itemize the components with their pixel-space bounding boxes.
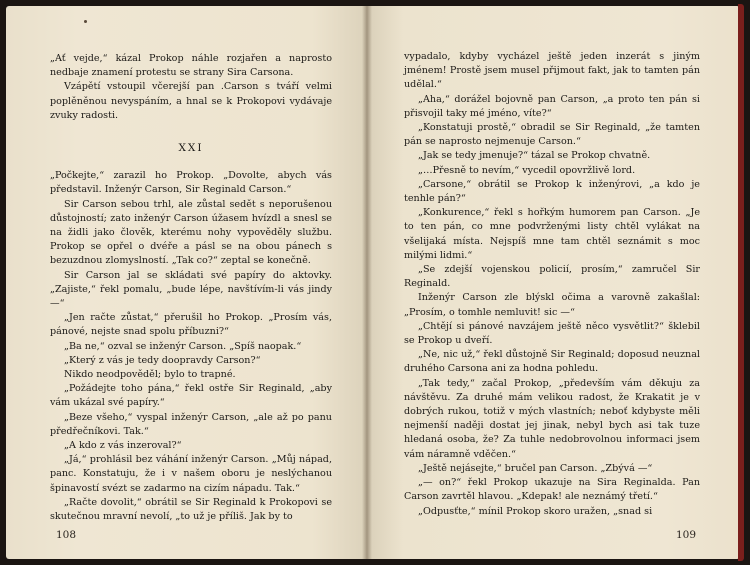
cover-edge <box>738 4 744 561</box>
left-text-column <box>50 52 332 524</box>
paragraph: Sir Carson jal se skládati své papíry do aktovky. „Zajiste,“ řekl pomalu, „bude lépe, navštívím-li vás jindy —“ <box>50 269 332 310</box>
paragraph: „Odpusťte,“ mínil Prokop skoro uražen, „snad si <box>418 505 653 517</box>
paragraph: Nikdo neodpověděl; bylo to trapné. <box>64 369 236 381</box>
paragraph: „Ba ne,“ ozval se inženýr Carson. „Spíš naopak.“ <box>64 340 302 352</box>
paragraph: „…Přesně to nevím,“ vycedil opovržlivě lord. <box>418 164 636 176</box>
paragraph: „Se zdejší vojenskou policií, prosím,“ zamručel Sir Reginald. <box>404 264 700 290</box>
paragraph: „Beze všeho,“ vyspal inženýr Carson, „ale až po panu předřečníkovi. Tak.“ <box>50 411 332 437</box>
paragraph: „Chtějí si pánové navzájem ještě něco vysvětlit?“ šklebil se Prokop u dveří. <box>404 320 700 347</box>
right-page <box>366 6 740 559</box>
book-gutter <box>362 6 372 559</box>
right-text-column <box>404 50 700 519</box>
paragraph: „Konkurence,“ řekl s hořkým humorem pan Carson. „Je to ten pán, co mne podvrženými listy chtěl vylákat na všelijaká místa. Nejspíš mne tam chtěl seznámit s moc milými lidmi.“ <box>404 207 700 261</box>
left-page <box>6 6 366 559</box>
paragraph: „Konstatuji prostě,“ obradil se Sir Reginald, „že tamten pán se naprosto nejmenuje Carson.“ <box>404 122 700 148</box>
paragraph: Sir Carson sebou trhl, ale zůstal sedět s neporušenou důstojností; zato inženýr Carson úžasem hvízdl a snesl se na židli jako člověk, kterému nohy vypověděly službu. Prokop se opřel o dvéře a pásl se na obou pánech s bezuzdnou zlomyslností. „Tak co?“ zeptal se konečně. <box>50 198 332 267</box>
page-number: 108 <box>56 529 77 541</box>
paragraph: „Ať vejde,“ kázal Prokop náhle rozjařen a naprosto nedbaje znamení protestu se strany Sira Carsona. <box>50 53 332 79</box>
page-number: 109 <box>675 529 696 541</box>
paragraph: „Tak tedy,“ začal Prokop, „především vám děkuju za návštěvu. Za druhé mám velikou radost, že Krakatit je v dobrých rukou, totiž v mých vlastních; neboť kdybyste měli nejmenší naději dostat jej jinak, nebyl bych asi tak tuze hledaná osoba, že? Za tuhle nedobrovolnou informaci jsem vám náramně vděčen.“ <box>404 377 700 460</box>
paragraph: „Požádejte toho pána,“ řekl ostře Sir Reginald, „aby vám ukázal své papíry.“ <box>50 383 332 409</box>
paragraph: „Ještě nejásejte,“ bručel pan Carson. „Zbývá —“ <box>418 462 653 474</box>
paragraph: vypadalo, kdyby vycházel ještě jeden inzerát s jiným jménem! Prostě jsem musel přijmout fakt, jak to tamten pán udělal.“ <box>404 51 700 91</box>
paragraph: „— on?“ řekl Prokop ukazuje na Sira Reginalda. Pan Carson zavrtěl hlavou. „Kdepak! ale neznámý třetí.“ <box>404 477 700 503</box>
paragraph: Inženýr Carson zle blýskl očima a varovně zakašlal: „Prosím, o tomhle nemluvit! sic —“ <box>404 292 700 318</box>
paragraph: „Aha,“ dorážel bojovně pan Carson, „a proto ten pán si přisvojil taky mé jméno, víte?“ <box>404 93 700 119</box>
paragraph: „A kdo z vás inzeroval?“ <box>64 440 182 452</box>
paragraph: „Počkejte,“ zarazil ho Prokop. „Dovolte, abych vás představil. Inženýr Carson, Sir Reginald Carson.“ <box>50 170 332 196</box>
paragraph: „Jak se tedy jmenuje?“ tázal se Prokop chvatně. <box>418 150 651 162</box>
paragraph: „Jen račte zůstat,“ přerušil ho Prokop. „Prosím vás, pánové, nejste snad spolu příbuzni?“ <box>50 312 332 338</box>
paragraph: „Který z vás je tedy doopravdy Carson?“ <box>64 354 261 366</box>
paragraph: „Račte dovolit,“ obrátil se Sir Reginald k Prokopovi se skutečnou mravní nevolí, „to už je příliš. Jak by to <box>50 496 332 523</box>
paragraph: „Já,“ prohlásil bez váhání inženýr Carson. „Můj nápad, panc. Konstatuju, že i v našem oboru je neslýchanou špinavostí svézt se zadarmo na cizím nápadu. Tak.“ <box>50 454 332 494</box>
chapter-heading: XXI <box>178 142 204 155</box>
page-speck <box>84 20 87 23</box>
paragraph: Vzápětí vstoupil včerejší pan .Carson s tváří velmi poplěněnou nevyspáním, a hnal se k Prokopovi vydávaje zvuky radosti. <box>50 81 332 121</box>
paragraph: „Ne, nic už,“ řekl důstojně Sir Reginald; doposud neuznal druhého Carsona ani za hodna pohledu. <box>404 349 700 375</box>
paragraph: „Carsone,“ obrátil se Prokop k inženýrovi, „a kdo je tenhle pán?“ <box>404 178 700 205</box>
